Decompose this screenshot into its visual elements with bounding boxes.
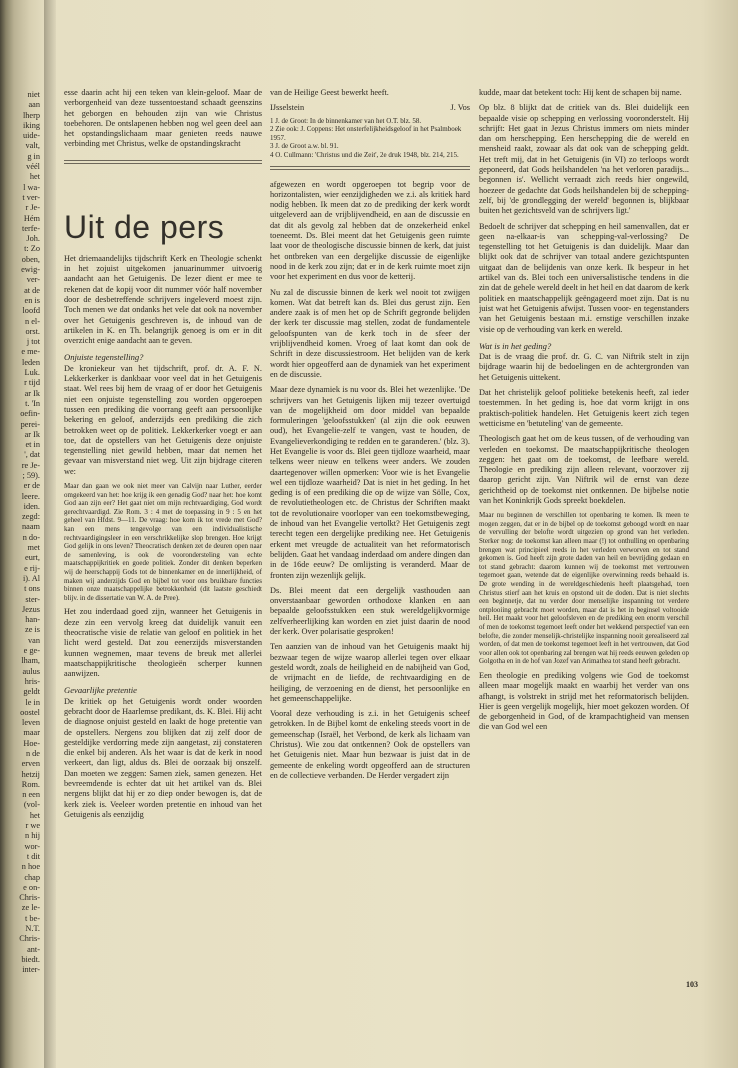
margin-fragment: n hij bbox=[25, 831, 40, 841]
margin-fragment: iking bbox=[22, 120, 40, 130]
margin-fragment: n hoe bbox=[21, 862, 40, 872]
margin-fragment: t. 'In bbox=[25, 398, 40, 408]
paragraph: Dat het christelijk geloof politieke betekenis heeft, zal ieder toestemmen. In het geding is, hoe dat vorm krijgt in ons praktisch-politiek handelen. Het Getuigenis keert zich tegen wetticisme en 'betuteling' van de gemeente. bbox=[479, 388, 689, 428]
margin-fragment: j tot bbox=[26, 337, 40, 347]
margin-fragment: zegd: bbox=[22, 512, 40, 522]
page-number: 103 bbox=[686, 980, 698, 989]
margin-fragment: Hém bbox=[23, 213, 40, 223]
block-quote: Maar dan gaan we ook niet meer van Calvijn naar Luther, eerder omgekeerd van het: hoe krijg ik een genadig God? naar het: hoe komt God aan zijn eer? Het gaat niet om mijn rechtvaardiging, God wordt gerechtvaardigd. Zie Rom. 3 : 4 met de toepassing in 9 : 5 en het geheel van Hfdst. 9—11. De vraag: hoe kom ik tot vrede met God? kan een mens tengevolge van een individualistische rechtvaardigingsleer in een verschrikkelijke slop brengen. Hoe krijgt God gelijk in ons leven? Theocratisch denken zet de deuren open naar de samenleving, is ook de voorondersteling van echte maatschappijkritiek en goede politiek. Zonder dit denken beperken wij de heerschappij Gods tot de binnenkamer en de innerlijkheid, of maken wij anderzijds God en bijbel tot voor ons bruikbare functies binnen onze maatschappelijke betrokkenheid (dit laatste geschiedt blijv. in de dissertatie van W. A. de Pree). bbox=[64, 482, 262, 602]
margin-fragment: l wa- bbox=[23, 182, 40, 192]
margin-fragment: ver- bbox=[26, 275, 40, 285]
paragraph: Maar deze dynamiek is nu voor ds. Blei het wezenlijke. 'De schrijvers van het Getuigenis lijken mij tezeer overtuigd van de mogelijkheid om door middel van bepaalde formuleringen 'geloofsstukken' (al zijn die ook eeuwen oud), het Evangelie-zelf te vangen, vast te houden, de Evangelieverkondiging te redden en te garanderen.' (blz. 3). Het Evangelie is voor ds. Blei geen tijdloze waarheid, maar telkens weer nieuw en telkens weer anders. We zouden daartegenover willen opmerken: Voor wie is het Evangelie wel een tijdloze waarheid? Dat is niet in het geding. In het geding is of een prediking die op de wijze van Sölle, Cox, de revolutietheologen etc. de Christus der Schriften maakt tot de revolutionaire voorloper van een toekomstbeweging, de inhoud van het Evangelie vertolkt? Het Getuigenis zegt terecht tegen een dergelijke prediking nee. Het Getuigenis erkent met vreugde de actualiteit van het reformatorisch belijden. Gaat het vandaag inderdaad om andere dingen dan in de 16de eeuw? De omlijsting is veranderd. Maar de fronten zijn wezenlijk gelijk. bbox=[270, 385, 470, 580]
paragraph: Ten aanzien van de inhoud van het Getuigenis maakt hij bezwaar tegen de wijze waarop allerlei tegen over elkaar gesteld wordt, zoals de heiligheid en de nabijheid van God, de vrijmacht en de liefde, de rechtvaardiging en de heiliging, de verzoening en de dienst, het persoonlijke en het gemeenschappelijke. bbox=[270, 642, 470, 703]
footnotes bbox=[270, 117, 470, 160]
paragraph: Nu zal de discussie binnen de kerk wel nooit tot zwijgen komen. Wat dat betreft kan ds. Blei dus gerust zijn. Een andere zaak is of men het op de Schrift gegronde belijden der kerk ter discussie mag stellen, zodat de fundamentele geloofspunten van de kerk toch in de sfeer der vrijblijvendheid komen. Vroeg of laat komt dan ook de Schrift in deze discussiestroom. Het belijden van de kerk wordt hier opgeofferd aan de dynamiek van het experiment en de discussie. bbox=[270, 287, 470, 379]
margin-fragment: t dit bbox=[26, 851, 40, 861]
margin-fragment: hris- bbox=[24, 676, 40, 686]
margin-fragment: ar Ik bbox=[24, 429, 40, 439]
margin-fragment: ster- bbox=[25, 594, 40, 604]
subheading-gevaarlijke-pretentie: Gevaarlijke pretentie bbox=[64, 685, 137, 696]
margin-fragment: perei- bbox=[20, 419, 40, 429]
margin-fragment: véél bbox=[26, 162, 40, 172]
margin-fragment: chap bbox=[24, 872, 40, 882]
margin-fragment: wor- bbox=[24, 841, 40, 851]
margin-fragment: Chris- bbox=[19, 934, 40, 944]
paragraph: Het zou inderdaad goed zijn, wanneer het Getuigenis in deze zin een vervolg kreeg dat duidelijk vanuit een theocratische visie de relatie van geloof en politiek in het licht werd gesteld. Dat zou eenerzijds misverstanden kunnen wegnemen, maar tevens de breuk met allerlei maatschappijkritische theologieën scherper kunnen aanwijzen. bbox=[64, 607, 262, 679]
margin-fragment: t: Zo bbox=[24, 244, 40, 254]
margin-fragment: ar Ik bbox=[24, 388, 40, 398]
column-1 bbox=[64, 88, 262, 1023]
margin-fragment: inter- bbox=[22, 965, 40, 975]
footnote: 3 J. de Groot a.w. bl. 91. bbox=[270, 142, 339, 151]
margin-fragment: ; 59). bbox=[22, 470, 40, 480]
paragraph: kudde, maar dat betekent toch: Hij kent de schapen bij name. bbox=[479, 88, 682, 97]
margin-fragment: e ge- bbox=[23, 646, 40, 656]
paragraph: Dat is de vraag die prof. dr. G. C. van Niftrik stelt in zijn bijdrage waarin hij de bedoelingen en de achtergronden van het Getuigenis uittekent. bbox=[479, 352, 689, 382]
paragraph: Vooral deze verhouding is z.i. in het Getuigenis scheef getrokken. In de Bijbel komt de enkeling steeds voort in de gemeenschap (Israël, het Verbond, de kerk als lichaam van Christus). Wie zou dat ontkennen? Ook de opstellers van het Getuigenis niet. Maar hun bezwaar is juist dat in de gemeente de enkeling wordt opgeofferd aan de structuren en de collectieve verbanden. De Herder vergadert zijn bbox=[270, 709, 470, 780]
paragraph: De kroniekeur van het tijdschrift, prof. dr. A. F. N. Lekkerkerker is dankbaar voor veel dat in het Getuigenis staat. Wel rees bij hem de vraag of er door het Getuigenis niet een onjuiste tegenstelling zou worden opgeroepen tussen een prediking die voorrang geeft aan persoonlijke bekering en geloof, anderzijds een prediking die zich betrokken weet op de politiek. Lekkerkerker voegt er aan toe, dat de opstellers van het Getuigenis deze onjuiste tegenstelling niet gewild hebben, maar dat nemen het gevaar van misverstand niet weg. Uit zijn bijdrage citeren we: bbox=[64, 363, 262, 476]
footnote: 4 O. Cullmann: 'Christus und die Zeit', 2e druk 1948, blz. 214, 215. bbox=[270, 150, 459, 159]
margin-fragment: maar bbox=[23, 728, 40, 738]
paragraph: Theologisch gaat het om de keus tussen, of de verhouding van verleden en toekomst. De maatschappijkritische theologen zeggen: het gaat om de toekomst, de leefbare wereld. Theologie en prediking zijn alleen relevant, voorzover zij daarop gericht zijn. Van Niftrik wil de ernst van deze gerichtheid op de toekomst niet ontkennen. De bijbelse notie van het Koninkrijk Gods spreekt boekdelen. bbox=[479, 434, 689, 505]
margin-fragment: loofd bbox=[22, 306, 40, 316]
margin-fragment: r tijd bbox=[24, 378, 40, 388]
column-3 bbox=[479, 88, 689, 968]
subheading-wat-is-in-het-geding: Wat is in het geding? bbox=[479, 340, 552, 351]
margin-fragment: ewig- bbox=[21, 265, 40, 275]
margin-fragment: i). Al bbox=[22, 573, 40, 583]
intro-paragraph: Het driemaandelijks tijdschrift Kerk en Theologie schenkt in het zojuist uitgekomen januarinummer uitvoerig aandacht aan het Getuigenis. De lezer dient er mee te rekenen dat de kopij voor dit nummer vóór half november door de desbetreffende schrijvers ingeleverd moest zijn. Toch menen we dat ondanks het vele dat ook na november over het Getuigenis geschreven is, de inhoud van de artikelen in K. en Th. belangrijk genoeg is om er in dit overzicht enige aandacht aan te geven. bbox=[64, 253, 262, 346]
paragraph: Op blz. 8 blijkt dat de critiek van ds. Blei duidelijk een bepaalde visie op schepping en verlossing vooronderstelt. Hij schrijft: Het gaat in Jezus Christus immers om niets minder dan om herschepping. Een herschepping die de wereld en mensheid raakt, zowaar als dat ook van de schepping geldt. Het treft mij, dat in het Getuigenis (in VI) zo terloops wordt geponeerd, dat Gods heilshandelen 'na het verloren paradijs... begonnen is'. Wellicht verraadt zich reeds hier ongewild, hoezeer de gedachte dat Gods heilshandelen bij de schepping-zelf, bij 'de grondlegging der wereld' begonnen is, blijkbaar buiten het gezichtsveld van de schrijvers ligt.' bbox=[479, 103, 689, 216]
margin-fragment: oostel bbox=[20, 707, 40, 717]
margin-fragment: r Je- bbox=[25, 203, 40, 213]
column-2-continued-text: van de Heilige Geest bewerkt heeft. bbox=[270, 88, 389, 97]
margin-fragment: valt, bbox=[25, 141, 40, 151]
margin-fragment: van bbox=[28, 635, 40, 645]
margin-fragment: Luk. bbox=[24, 368, 40, 378]
paragraph: Bedoelt de schrijver dat schepping en heil samenvallen, dat er geen na-elkaar-is van schepping-val-verlossing? De tegenstelling tot het Getuigenis is dan duidelijk. Maar dan blijkt ook dat de schrijver van totaal andere gezichtspunten uitgaat dan de belijdenis van onze kerk. Ik bespeur in het artikel van ds. Blei toch een universalistische tendens in die zin dat de gehele wereld deelt in het heil en dat daarom de kerk politiek en maatschappelijk geëngageerd moet zijn. Dat is nu juist wat het Getuigenis afwijst. Tussen voor- en tegenstanders van het Getuigenis bestaan m.i. ernstige verschillen inzake visie op de verhouding van kerk en wereld. bbox=[479, 221, 689, 334]
margin-fragment: iden. bbox=[23, 501, 40, 511]
margin-fragment: niet bbox=[27, 90, 40, 99]
margin-fragment: het bbox=[29, 172, 40, 182]
margin-fragment: han- bbox=[25, 615, 40, 625]
margin-fragment: n do- bbox=[22, 532, 40, 542]
margin-fragment: orst. bbox=[25, 326, 40, 336]
margin-fragment: het bbox=[29, 810, 40, 820]
margin-fragment: t ver- bbox=[22, 192, 40, 202]
margin-fragment: erven bbox=[21, 759, 40, 769]
margin-fragment: n een bbox=[22, 790, 40, 800]
margin-fragment: leden bbox=[22, 357, 40, 367]
subheading-onjuiste-tegenstelling: Onjuiste tegenstelling? bbox=[64, 352, 144, 363]
margin-fragment: ze le- bbox=[21, 903, 40, 913]
margin-fragment: t be- bbox=[25, 913, 40, 923]
margin-fragment: (vol- bbox=[23, 800, 40, 810]
section-heading: Uit de pers bbox=[64, 208, 225, 245]
signature-name: J. Vos bbox=[450, 103, 470, 113]
margin-fragment: re Je- bbox=[21, 460, 40, 470]
margin-fragment: Joh. bbox=[26, 234, 40, 244]
margin-fragment: t ons bbox=[24, 584, 40, 594]
paragraph: Een theologie en prediking volgens wie God de toekomst alleen maar mogelijk maakt en waarbij het verder van ons afhangt, is volstrekt in strijd met het reformatorisch belijden. Hier is geen vergelijk mogelijk, hier moet gekozen worden. Of de geborgenheid in God, of de krampachtigheid van mensen die van God wel een bbox=[479, 670, 689, 732]
margin-fragment: n de bbox=[25, 749, 40, 758]
margin-fragment: en is bbox=[24, 295, 40, 305]
margin-fragment: n el- bbox=[25, 316, 40, 326]
margin-fragment: e on- bbox=[23, 882, 40, 892]
margin-fragment: oefin- bbox=[20, 409, 40, 419]
margin-fragment: Jezus bbox=[22, 604, 40, 614]
margin-fragment: biedt. bbox=[21, 954, 40, 964]
section-divider bbox=[64, 160, 262, 164]
signature-line bbox=[270, 103, 470, 113]
margin-fragment: at de bbox=[24, 285, 40, 295]
margin-fragment: lham, bbox=[21, 656, 40, 666]
margin-fragment: ant- bbox=[27, 944, 40, 954]
margin-fragment: aulus bbox=[22, 666, 40, 676]
margin-fragment: g in bbox=[27, 151, 40, 161]
paragraph: afgewezen en wordt opgeroepen tot begrip voor de horizontalisten, wier eenzijdigheden we z.i. als kritiek hard nodig hebben. Ik meen dat zo de prediking der kerk wordt uitgeleverd aan de vrijblijvendheid, en aan de discussie en dat dit als gevolg zal hebben dat de onzekerheid enkel toeneemt. Ds. Blei meent dat het Getuigenis geen ruimte laat voor de theologische discussie binnen de kerk, dat juist het ontbreken van een dergelijke discussie de eigenlijke nood in de kerk zou zijn; dat er in de kerk ruimte moet zijn voor het experiment en dus voor de ketterij. bbox=[270, 179, 470, 282]
margin-fragment: uide- bbox=[22, 131, 40, 141]
margin-fragment: Rom. bbox=[21, 779, 40, 789]
margin-fragment: e rij- bbox=[24, 563, 40, 573]
margin-fragment: Hoe- bbox=[23, 738, 40, 748]
margin-fragment: lherp bbox=[22, 110, 40, 120]
column-2 bbox=[270, 88, 470, 1023]
footnote: 1 J. de Groot: In de binnenkamer van het O.T. blz. 58. bbox=[270, 116, 422, 125]
margin-fragment: et in bbox=[25, 440, 40, 450]
paragraph: Ds. Blei meent dat een dergelijk vasthouden aan onverstaanbaar geworden orthodoxe klanken en aan bepaalde geloofsstukken een stuk wereldgelijkvormige zelfverheerlijking kan worden en ziet juist daarin de nood der kerk. Over polarisatie gesproken! bbox=[270, 585, 470, 637]
signature-place: IJsselstein bbox=[270, 103, 305, 113]
margin-fragment: Chris- bbox=[19, 893, 40, 903]
margin-fragment: ze is bbox=[25, 625, 40, 635]
margin-fragment: terfe- bbox=[22, 223, 40, 233]
margin-fragment: r we bbox=[25, 821, 40, 831]
column-1-continued-text: esse daarin acht hij een teken van klein-geloof. Maar de verborgenheid van deze tussentoestand schaadt geenszins het geborgen en behouden zijn van wie Christus toebehoren. De ontslapenen hebben nog wel geen deel aan het opstandingslichaam maar genieten reeds nauwe verbinding met Christus, welke de opstandingskracht bbox=[64, 88, 262, 149]
footnote: 2 Zie ook: J. Coppens: Het onsterfelijkheidsgeloof in het Psalmboek 1957. bbox=[270, 125, 462, 142]
margin-fragment: met bbox=[27, 543, 40, 553]
previous-page-margin-fragments bbox=[0, 90, 40, 976]
margin-fragment: er de bbox=[23, 481, 40, 491]
margin-fragment: leven bbox=[22, 718, 40, 728]
section-divider bbox=[270, 166, 470, 170]
margin-fragment: N.T. bbox=[25, 924, 40, 934]
margin-fragment: e me- bbox=[21, 347, 40, 357]
margin-fragment: ', dat bbox=[24, 450, 40, 460]
margin-fragment: oben, bbox=[21, 254, 40, 264]
paragraph: De kritiek op het Getuigenis wordt onder woorden gebracht door de Haarlemse predikant, ds. K. Blei. Hij acht de diagnose onjuist gesteld en laakt de hoge pretentie van de opstellers. Nergens zou blijken dat zij zelf door de gesteldijke verdorring mede zijn aangetast, zij constateren die enkel bij anderen. Als het waar is dat de kerk in nood verkeert, dan ligt, aldus ds. Blei de oorzaak bij onszelf. Dan moeten we zeggen: Samen ziek, samen genezen. Het bevreemdende is echter dat uit het artikel van ds. Blei nergens blijkt dat hij er zo diep onder bewogen is, dat de kerk ziek is. Veeleer worden pretentie en inhoud van het Getuigenis als eenzijdig bbox=[64, 696, 262, 819]
margin-fragment: geldt bbox=[23, 687, 40, 697]
margin-fragment: naam bbox=[22, 522, 40, 532]
margin-fragment: le in bbox=[25, 697, 40, 707]
margin-fragment: leere. bbox=[21, 491, 40, 501]
margin-fragment: aan bbox=[28, 100, 40, 110]
margin-fragment: eurt, bbox=[25, 553, 40, 563]
block-quote: Maar nu beginnen de verschillen tot openbaring te komen. Ik meen te mogen zeggen, dat er in de bijbel op de toekomst geboogd wordt en naar de vervulling der beloftе wordt uitgezien op grond van het verleden. Sterker nog: de toekomst kan alleen maar (!) tot onthulling en openbaring brengen wat principieel reeds in het verleden verworven en tot stand gekomen is. God heeft zijn grote daden van heil en bevrijding gedaan en tot stand gebracht: daarom kunnen wij de toekomst met vertrouwen tegemoet gaan, wetende dat de eigenlijke overwinning reeds behaald is. De grote wending in de wereldgeschiedenis heeft plaatsgehad, toen Christus stierf aan het kruis en opstond uit de doden. Dat is niet slechts een beginnetje, dat nu verder door menselijke inspanning tot verdere ontplooiing gebracht moet worden, maar dat is het in beginsel voltooide heil. Het maakt voor het geloofsleven en de prediking een enorm verschil of men de toekomst tegemoet leeft onder het wekkend perspectief van een belofte, die zonder menselijk-christelijke inspanning nooit gerealiseerd zal worden, of dat men de toekomst tegemoet leeft in het vertrouwen, dat God voor allen ook tot openbaring zal brengen wat hij reeds eeuwen geleden op Golgotha en in de hof van Jozef van Arimathea tot stand heeft gebracht. bbox=[479, 511, 689, 666]
margin-fragment: hetzij bbox=[21, 769, 40, 779]
book-spine-shadow bbox=[44, 0, 56, 1068]
